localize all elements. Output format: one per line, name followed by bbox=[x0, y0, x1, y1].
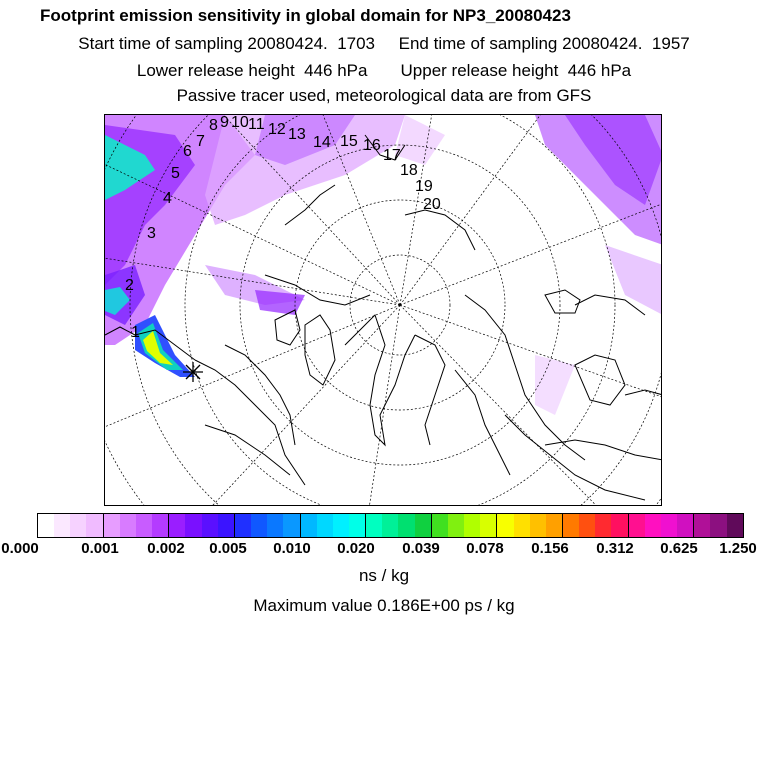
colorbar-units: ns / kg bbox=[358, 566, 410, 585]
colorbar-segment bbox=[283, 514, 300, 537]
start-time-text: Start time of sampling 20080424. 1703 bbox=[78, 34, 376, 53]
trajectory-label: 2 bbox=[125, 277, 134, 294]
colorbar bbox=[37, 513, 744, 538]
lower-height-text: Lower release height 446 hPa bbox=[136, 61, 368, 80]
colorbar-segment bbox=[398, 514, 414, 537]
colorbar-segment bbox=[546, 514, 563, 537]
colorbar-segment bbox=[514, 514, 530, 537]
colorbar-segment bbox=[38, 514, 54, 537]
colorbar-tick: 0.156 bbox=[531, 540, 569, 557]
colorbar-tick: 0.005 bbox=[209, 540, 247, 557]
colorbar-segment bbox=[710, 514, 726, 537]
colorbar-segment bbox=[251, 514, 267, 537]
colorbar-segment bbox=[497, 514, 513, 537]
colorbar-segment bbox=[317, 514, 333, 537]
colorbar-segment bbox=[349, 514, 366, 537]
colorbar-segment bbox=[677, 514, 694, 537]
trajectory-label: 15 bbox=[340, 133, 358, 150]
colorbar-tick: 1.250 bbox=[719, 540, 757, 557]
colorbar-tick: 0.078 bbox=[466, 540, 504, 557]
colorbar-segment bbox=[415, 514, 432, 537]
colorbar-segment bbox=[267, 514, 283, 537]
colorbar-segment bbox=[530, 514, 546, 537]
colorbar-segment bbox=[448, 514, 464, 537]
end-time-text: End time of sampling 20080424. 1957 bbox=[398, 34, 690, 53]
trajectory-label: 10 bbox=[231, 114, 249, 131]
colorbar-segment bbox=[86, 514, 103, 537]
colorbar-segment bbox=[464, 514, 480, 537]
colorbar-segment bbox=[136, 514, 152, 537]
colorbar-segment bbox=[54, 514, 70, 537]
colorbar-tick: 0.039 bbox=[402, 540, 440, 557]
upper-height-text: Upper release height 446 hPa bbox=[400, 61, 632, 80]
colorbar-segment bbox=[104, 514, 120, 537]
tracer-note: Passive tracer used, meteorological data are from GFS bbox=[176, 86, 592, 105]
plot-title: Footprint emission sensitivity in global domain for NP3_20080423 bbox=[40, 6, 571, 25]
colorbar-segment bbox=[432, 514, 448, 537]
map-panel bbox=[104, 114, 662, 506]
trajectory-label: 11 bbox=[248, 116, 265, 133]
colorbar-tick: 0.002 bbox=[147, 540, 185, 557]
colorbar-segment bbox=[301, 514, 317, 537]
colorbar-tick: 0.001 bbox=[81, 540, 119, 557]
colorbar-segment bbox=[595, 514, 611, 537]
trajectory-label: 12 bbox=[268, 121, 286, 138]
colorbar-segment bbox=[169, 514, 185, 537]
colorbar-segment bbox=[120, 514, 136, 537]
trajectory-label: 16 bbox=[363, 137, 381, 154]
colorbar-segment bbox=[480, 514, 497, 537]
colorbar-segment bbox=[694, 514, 710, 537]
trajectory-label: 18 bbox=[400, 162, 418, 179]
trajectory-label: 4 bbox=[163, 190, 172, 207]
sampling-times bbox=[0, 34, 768, 54]
trajectory-label: 13 bbox=[288, 126, 306, 143]
colorbar-segment bbox=[563, 514, 579, 537]
colorbar-tick: 0.010 bbox=[273, 540, 311, 557]
trajectory-label: 20 bbox=[423, 196, 441, 213]
max-value-text: Maximum value 0.186E+00 ps / kg bbox=[253, 596, 515, 615]
colorbar-segment bbox=[579, 514, 595, 537]
trajectory-label: 19 bbox=[415, 178, 433, 195]
colorbar-segment bbox=[629, 514, 645, 537]
colorbar-segment bbox=[382, 514, 398, 537]
trajectory-label: 6 bbox=[183, 143, 192, 160]
colorbar-segment bbox=[661, 514, 677, 537]
trajectory-label: 7 bbox=[196, 133, 205, 150]
colorbar-segment bbox=[235, 514, 251, 537]
colorbar-segment bbox=[727, 514, 743, 537]
colorbar-segment bbox=[185, 514, 201, 537]
colorbar-segment bbox=[611, 514, 628, 537]
trajectory-label: 9 bbox=[220, 114, 229, 131]
map-canvas bbox=[105, 115, 662, 506]
colorbar-segment bbox=[218, 514, 235, 537]
asterisk-icon bbox=[183, 362, 203, 382]
colorbar-tick: 0.625 bbox=[660, 540, 698, 557]
colorbar-tick: 0.020 bbox=[337, 540, 375, 557]
trajectory-label: 14 bbox=[313, 134, 331, 151]
colorbar-ticks bbox=[0, 540, 768, 560]
trajectory-label: 1 bbox=[131, 324, 140, 341]
trajectory-label: 17 bbox=[383, 147, 401, 164]
colorbar-tick: 0.312 bbox=[596, 540, 634, 557]
trajectory-label: 3 bbox=[147, 225, 156, 242]
colorbar-tick: 0.000 bbox=[1, 540, 39, 557]
colorbar-segment bbox=[333, 514, 349, 537]
release-heights bbox=[0, 61, 768, 81]
trajectory-label: 5 bbox=[171, 165, 180, 182]
colorbar-segment bbox=[366, 514, 382, 537]
colorbar-segment bbox=[70, 514, 86, 537]
colorbar-segment bbox=[152, 514, 169, 537]
colorbar-segment bbox=[202, 514, 218, 537]
trajectory-label: 8 bbox=[209, 117, 218, 134]
colorbar-segment bbox=[645, 514, 661, 537]
